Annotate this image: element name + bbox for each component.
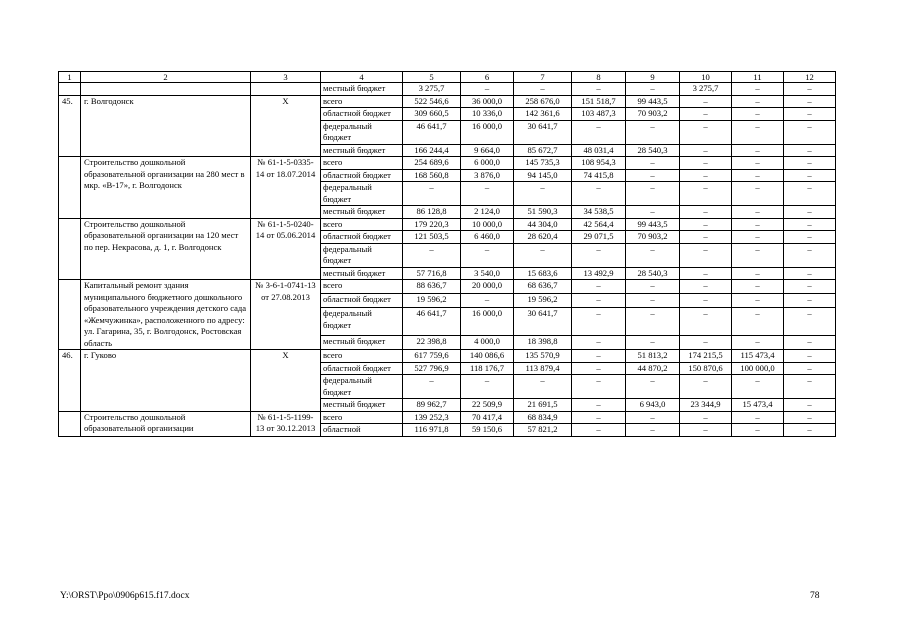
amount-cell: –	[784, 335, 836, 349]
document-ref: Х	[251, 95, 321, 157]
amount-cell: 23 344,9	[680, 399, 732, 412]
amount-cell: 15 473,4	[732, 399, 784, 412]
funding-source: всего	[321, 218, 403, 231]
funding-source: всего	[321, 280, 403, 294]
amount-cell: 18 398,8	[514, 335, 572, 349]
amount-cell: –	[572, 350, 626, 363]
amount-cell: –	[403, 182, 461, 206]
amount-cell: –	[784, 144, 836, 157]
amount-cell: –	[461, 243, 514, 267]
amount-cell: 29 071,5	[572, 231, 626, 244]
amount-cell: 168 560,8	[403, 169, 461, 182]
funding-source: федеральный бюджет	[321, 182, 403, 206]
amount-cell: 34 538,5	[572, 206, 626, 219]
amount-cell: –	[680, 375, 732, 399]
amount-cell: –	[626, 335, 680, 349]
amount-cell: –	[680, 218, 732, 231]
amount-cell: 166 244,4	[403, 144, 461, 157]
amount-cell: –	[680, 144, 732, 157]
funding-source: всего	[321, 95, 403, 108]
amount-cell: –	[732, 182, 784, 206]
amount-cell: 121 503,5	[403, 231, 461, 244]
document-ref: № 61-1-5-1199-13 от 30.12.2013	[251, 411, 321, 436]
amount-cell: –	[680, 95, 732, 108]
amount-cell: –	[572, 83, 626, 96]
item-number	[59, 157, 81, 219]
object-name: г. Гуково	[81, 350, 251, 412]
amount-cell: 44 304,0	[514, 218, 572, 231]
amount-cell: 46 641,7	[403, 308, 461, 335]
amount-cell: 103 487,3	[572, 108, 626, 121]
amount-cell: –	[680, 182, 732, 206]
amount-cell: 28 620,4	[514, 231, 572, 244]
object-name: Строительство дошкольной образовательной организации на 120 мест по пер. Некрасова, д. 1, г. Волгодонск	[81, 218, 251, 280]
amount-cell: 3 275,7	[680, 83, 732, 96]
amount-cell: –	[732, 231, 784, 244]
amount-cell: 135 570,9	[514, 350, 572, 363]
funding-source: местный бюджет	[321, 144, 403, 157]
amount-cell: 48 031,4	[572, 144, 626, 157]
amount-cell: 4 000,0	[461, 335, 514, 349]
amount-cell: 36 000,0	[461, 95, 514, 108]
document-ref	[251, 83, 321, 96]
funding-source: местный бюджет	[321, 335, 403, 349]
amount-cell: 254 689,6	[403, 157, 461, 170]
funding-source: всего	[321, 350, 403, 363]
amount-cell: –	[784, 362, 836, 375]
amount-cell: 22 398,8	[403, 335, 461, 349]
object-name: Строительство дошкольной образовательной организации	[81, 411, 251, 436]
amount-cell: –	[784, 120, 836, 144]
amount-cell: –	[784, 108, 836, 121]
amount-cell: 3 275,7	[403, 83, 461, 96]
amount-cell: 19 596,2	[514, 294, 572, 308]
amount-cell: 51 590,3	[514, 206, 572, 219]
document-ref: Х	[251, 350, 321, 412]
amount-cell: –	[784, 231, 836, 244]
amount-cell: –	[572, 120, 626, 144]
amount-cell: 42 564,4	[572, 218, 626, 231]
funding-source: федеральный бюджет	[321, 375, 403, 399]
amount-cell: –	[461, 182, 514, 206]
col-header: 12	[784, 72, 836, 83]
col-header: 3	[251, 72, 321, 83]
amount-cell: –	[680, 424, 732, 437]
amount-cell: 113 879,4	[514, 362, 572, 375]
amount-cell: –	[461, 375, 514, 399]
col-header: 7	[514, 72, 572, 83]
amount-cell: –	[572, 362, 626, 375]
amount-cell: 309 660,5	[403, 108, 461, 121]
amount-cell: 19 596,2	[403, 294, 461, 308]
object-name	[81, 83, 251, 96]
col-header: 8	[572, 72, 626, 83]
funding-source: всего	[321, 411, 403, 424]
amount-cell: –	[514, 243, 572, 267]
funding-source: областной бюджет	[321, 231, 403, 244]
amount-cell: –	[732, 218, 784, 231]
col-header: 11	[732, 72, 784, 83]
amount-cell: 70 903,2	[626, 231, 680, 244]
amount-cell: 28 540,3	[626, 144, 680, 157]
amount-cell: –	[784, 267, 836, 280]
amount-cell: –	[461, 294, 514, 308]
amount-cell: –	[732, 280, 784, 294]
amount-cell: –	[680, 280, 732, 294]
amount-cell: 15 683,6	[514, 267, 572, 280]
amount-cell: –	[784, 424, 836, 437]
amount-cell: 57 821,2	[514, 424, 572, 437]
amount-cell: –	[732, 243, 784, 267]
amount-cell: –	[784, 95, 836, 108]
amount-cell: –	[784, 218, 836, 231]
table-row	[59, 95, 836, 108]
amount-cell: 44 870,2	[626, 362, 680, 375]
amount-cell: 85 672,7	[514, 144, 572, 157]
object-name: Капитальный ремонт здания муниципального бюджетного дошкольного образовательного учреждения детского сада «Жемчужинка», расположенного по адресу: ул. Гагарина, 35, г. Волгодонск, Ростовская область	[81, 280, 251, 350]
amount-cell: –	[732, 411, 784, 424]
amount-cell: 10 336,0	[461, 108, 514, 121]
amount-cell: –	[784, 206, 836, 219]
footer-page-number: 78	[810, 591, 820, 601]
amount-cell: –	[680, 120, 732, 144]
item-number	[59, 83, 81, 96]
amount-cell: 46 641,7	[403, 120, 461, 144]
funding-source: федеральный бюджет	[321, 243, 403, 267]
amount-cell: 30 641,7	[514, 120, 572, 144]
amount-cell: –	[572, 411, 626, 424]
amount-cell: 89 962,7	[403, 399, 461, 412]
amount-cell: 145 735,3	[514, 157, 572, 170]
amount-cell: –	[732, 308, 784, 335]
amount-cell: –	[732, 169, 784, 182]
funding-source: местный бюджет	[321, 83, 403, 96]
amount-cell: –	[572, 375, 626, 399]
amount-cell: –	[732, 83, 784, 96]
amount-cell: 527 796,9	[403, 362, 461, 375]
amount-cell: 30 641,7	[514, 308, 572, 335]
amount-cell: –	[732, 267, 784, 280]
amount-cell: 151 518,7	[572, 95, 626, 108]
amount-cell: –	[784, 350, 836, 363]
col-header: 5	[403, 72, 461, 83]
amount-cell: 88 636,7	[403, 280, 461, 294]
amount-cell: 20 000,0	[461, 280, 514, 294]
amount-cell: 108 954,3	[572, 157, 626, 170]
amount-cell: 258 676,0	[514, 95, 572, 108]
header-row	[59, 72, 836, 83]
amount-cell: –	[626, 411, 680, 424]
amount-cell: 13 492,9	[572, 267, 626, 280]
amount-cell: –	[680, 231, 732, 244]
amount-cell: 74 415,8	[572, 169, 626, 182]
amount-cell: –	[732, 375, 784, 399]
item-number: 45.	[59, 95, 81, 157]
col-header: 2	[81, 72, 251, 83]
amount-cell: 70 903,2	[626, 108, 680, 121]
amount-cell: 179 220,3	[403, 218, 461, 231]
col-header: 1	[59, 72, 81, 83]
amount-cell: 6 460,0	[461, 231, 514, 244]
funding-source: местный бюджет	[321, 267, 403, 280]
budget-table-sheet	[58, 71, 835, 437]
amount-cell: –	[784, 375, 836, 399]
amount-cell: –	[732, 294, 784, 308]
amount-cell: –	[732, 108, 784, 121]
amount-cell: –	[784, 243, 836, 267]
funding-source: федеральный бюджет	[321, 308, 403, 335]
amount-cell: 116 971,8	[403, 424, 461, 437]
amount-cell: 94 145,0	[514, 169, 572, 182]
funding-source: областной бюджет	[321, 169, 403, 182]
amount-cell: –	[572, 243, 626, 267]
amount-cell: 617 759,6	[403, 350, 461, 363]
amount-cell: –	[626, 206, 680, 219]
amount-cell: 16 000,0	[461, 120, 514, 144]
amount-cell: 6 943,0	[626, 399, 680, 412]
amount-cell: –	[680, 308, 732, 335]
amount-cell: –	[403, 243, 461, 267]
amount-cell: –	[732, 335, 784, 349]
amount-cell: –	[680, 294, 732, 308]
amount-cell: –	[784, 294, 836, 308]
amount-cell: –	[514, 83, 572, 96]
amount-cell: 118 176,7	[461, 362, 514, 375]
funding-source: областной	[321, 424, 403, 437]
table-body	[59, 72, 836, 437]
col-header: 6	[461, 72, 514, 83]
amount-cell: –	[572, 280, 626, 294]
amount-cell: 3 540,0	[461, 267, 514, 280]
amount-cell: –	[626, 120, 680, 144]
amount-cell: 70 417,4	[461, 411, 514, 424]
funding-source: областной бюджет	[321, 108, 403, 121]
amount-cell: –	[784, 157, 836, 170]
amount-cell: –	[732, 206, 784, 219]
amount-cell: –	[572, 399, 626, 412]
amount-cell: –	[626, 308, 680, 335]
item-number: 46.	[59, 350, 81, 412]
col-header: 9	[626, 72, 680, 83]
funding-source: областной бюджет	[321, 294, 403, 308]
amount-cell: –	[572, 308, 626, 335]
table-row	[59, 218, 836, 231]
table-row	[59, 83, 836, 96]
amount-cell: –	[680, 335, 732, 349]
amount-cell: –	[514, 182, 572, 206]
document-ref: № 61-1-5-0335-14 от 18.07.2014	[251, 157, 321, 219]
amount-cell: 68 636,7	[514, 280, 572, 294]
funding-source: областной бюджет	[321, 362, 403, 375]
document-ref: № 61-1-5-0240-14 от 05.06.2014	[251, 218, 321, 280]
funding-source: федеральный бюджет	[321, 120, 403, 144]
amount-cell: –	[626, 83, 680, 96]
amount-cell: 150 870,6	[680, 362, 732, 375]
funding-source: местный бюджет	[321, 206, 403, 219]
amount-cell: 100 000,0	[732, 362, 784, 375]
amount-cell: 51 813,2	[626, 350, 680, 363]
amount-cell: –	[784, 280, 836, 294]
amount-cell: –	[680, 411, 732, 424]
amount-cell: –	[784, 308, 836, 335]
amount-cell: 139 252,3	[403, 411, 461, 424]
amount-cell: –	[680, 169, 732, 182]
amount-cell: –	[626, 169, 680, 182]
amount-cell: –	[784, 411, 836, 424]
amount-cell: –	[732, 424, 784, 437]
amount-cell: –	[461, 83, 514, 96]
amount-cell: –	[572, 424, 626, 437]
amount-cell: 115 473,4	[732, 350, 784, 363]
amount-cell: 140 086,6	[461, 350, 514, 363]
amount-cell: 10 000,0	[461, 218, 514, 231]
amount-cell: 57 716,8	[403, 267, 461, 280]
amount-cell: 21 691,5	[514, 399, 572, 412]
table-row	[59, 280, 836, 294]
object-name: г. Волгодонск	[81, 95, 251, 157]
funding-source: всего	[321, 157, 403, 170]
col-header: 10	[680, 72, 732, 83]
amount-cell: –	[626, 280, 680, 294]
amount-cell: 59 150,6	[461, 424, 514, 437]
amount-cell: –	[784, 169, 836, 182]
amount-cell: 22 509,9	[461, 399, 514, 412]
amount-cell: –	[626, 157, 680, 170]
amount-cell: –	[626, 182, 680, 206]
amount-cell: –	[732, 120, 784, 144]
amount-cell: 16 000,0	[461, 308, 514, 335]
budget-table	[58, 71, 836, 437]
amount-cell: –	[626, 375, 680, 399]
amount-cell: 6 000,0	[461, 157, 514, 170]
amount-cell: –	[680, 267, 732, 280]
table-row	[59, 411, 836, 424]
amount-cell: –	[732, 95, 784, 108]
item-number	[59, 218, 81, 280]
amount-cell: –	[680, 108, 732, 121]
amount-cell: –	[680, 243, 732, 267]
amount-cell: –	[732, 144, 784, 157]
table-row	[59, 350, 836, 363]
amount-cell: 522 546,6	[403, 95, 461, 108]
amount-cell: 2 124,0	[461, 206, 514, 219]
amount-cell: –	[572, 182, 626, 206]
amount-cell: –	[572, 294, 626, 308]
object-name: Строительство дошкольной образовательной организации на 280 мест в мкр. «В-17», г. Волгодонск	[81, 157, 251, 219]
amount-cell: –	[626, 243, 680, 267]
amount-cell: –	[680, 206, 732, 219]
amount-cell: 142 361,6	[514, 108, 572, 121]
amount-cell: 3 876,0	[461, 169, 514, 182]
amount-cell: 174 215,5	[680, 350, 732, 363]
amount-cell: –	[784, 182, 836, 206]
table-row	[59, 157, 836, 170]
amount-cell: –	[784, 83, 836, 96]
amount-cell: 68 834,9	[514, 411, 572, 424]
funding-source: местный бюджет	[321, 399, 403, 412]
amount-cell: 99 443,5	[626, 95, 680, 108]
amount-cell: 99 443,5	[626, 218, 680, 231]
amount-cell: –	[680, 157, 732, 170]
amount-cell: –	[514, 375, 572, 399]
document-ref: № 3-6-1-0741-13 от 27.08.2013	[251, 280, 321, 350]
amount-cell: 86 128,8	[403, 206, 461, 219]
amount-cell: –	[572, 335, 626, 349]
amount-cell: –	[403, 375, 461, 399]
col-header: 4	[321, 72, 403, 83]
amount-cell: –	[784, 399, 836, 412]
footer-file-path: Y:\ORST\Ppo\0906p615.f17.docx	[60, 591, 190, 601]
amount-cell: –	[626, 424, 680, 437]
amount-cell: –	[732, 157, 784, 170]
amount-cell: 28 540,3	[626, 267, 680, 280]
item-number	[59, 280, 81, 350]
item-number	[59, 411, 81, 436]
amount-cell: 9 664,0	[461, 144, 514, 157]
amount-cell: –	[626, 294, 680, 308]
